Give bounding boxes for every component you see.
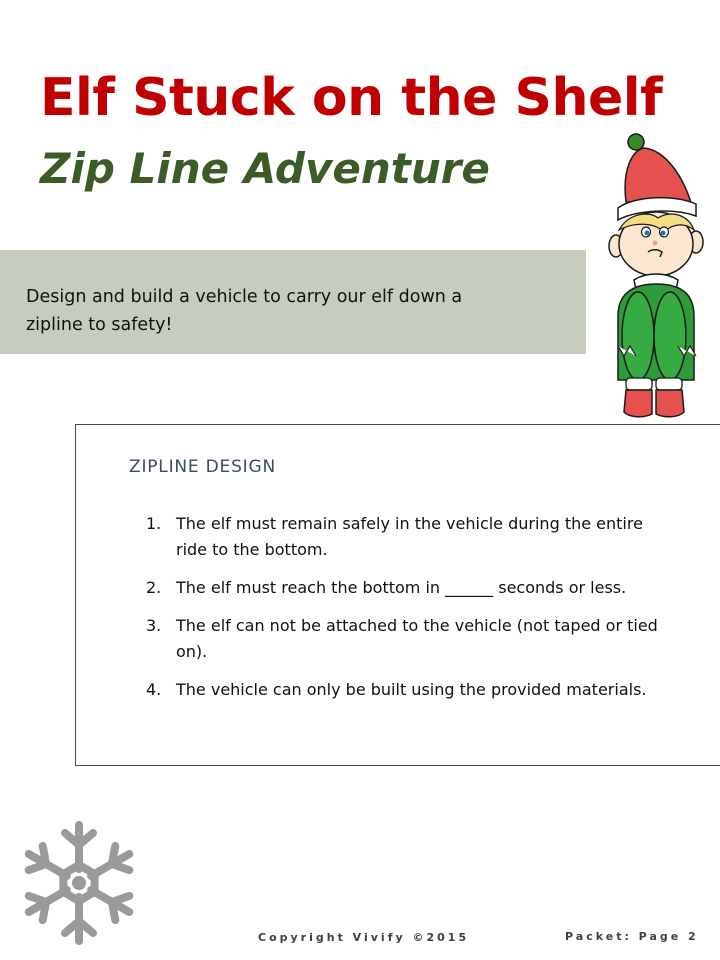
page-subtitle: Zip Line Adventure	[40, 144, 490, 193]
rule-text-line1: The elf must remain safely in the vehicle during the entire	[176, 514, 643, 533]
rules-box	[75, 424, 720, 766]
snowflake-icon	[18, 818, 140, 948]
rules-heading: ZIPLINE DESIGN	[129, 457, 276, 477]
rule-text-line1: The elf can not be attached to the vehicle (not taped or tied	[176, 616, 658, 635]
rule-number: 3.	[146, 616, 162, 635]
rule-item	[146, 613, 696, 665]
challenge-text-line1: Design and build a vehicle to carry our elf down a	[26, 287, 463, 307]
copyright-text: Copyright Vivify ©2015	[258, 931, 470, 944]
page-number: Packet: Page 2	[565, 930, 699, 943]
rule-number: 1.	[146, 514, 162, 533]
rule-text-line1: The vehicle can only be built using the provided materials.	[176, 680, 647, 699]
rule-item	[146, 677, 696, 703]
elf-icon	[604, 130, 704, 422]
rule-item	[146, 511, 696, 563]
page-title: Elf Stuck on the Shelf	[40, 68, 663, 128]
rule-item	[146, 575, 696, 601]
rule-text-line2: ride to the bottom.	[176, 540, 328, 559]
rule-number: 4.	[146, 680, 162, 699]
rule-text-line1: The elf must reach the bottom in ______ seconds or less.	[176, 578, 627, 597]
rule-text-line2: on).	[176, 642, 208, 661]
rule-number: 2.	[146, 578, 162, 597]
challenge-text-line2: zipline to safety!	[26, 315, 173, 335]
challenge-banner	[0, 250, 586, 354]
challenge-text	[26, 283, 566, 339]
rules-list	[146, 511, 696, 715]
